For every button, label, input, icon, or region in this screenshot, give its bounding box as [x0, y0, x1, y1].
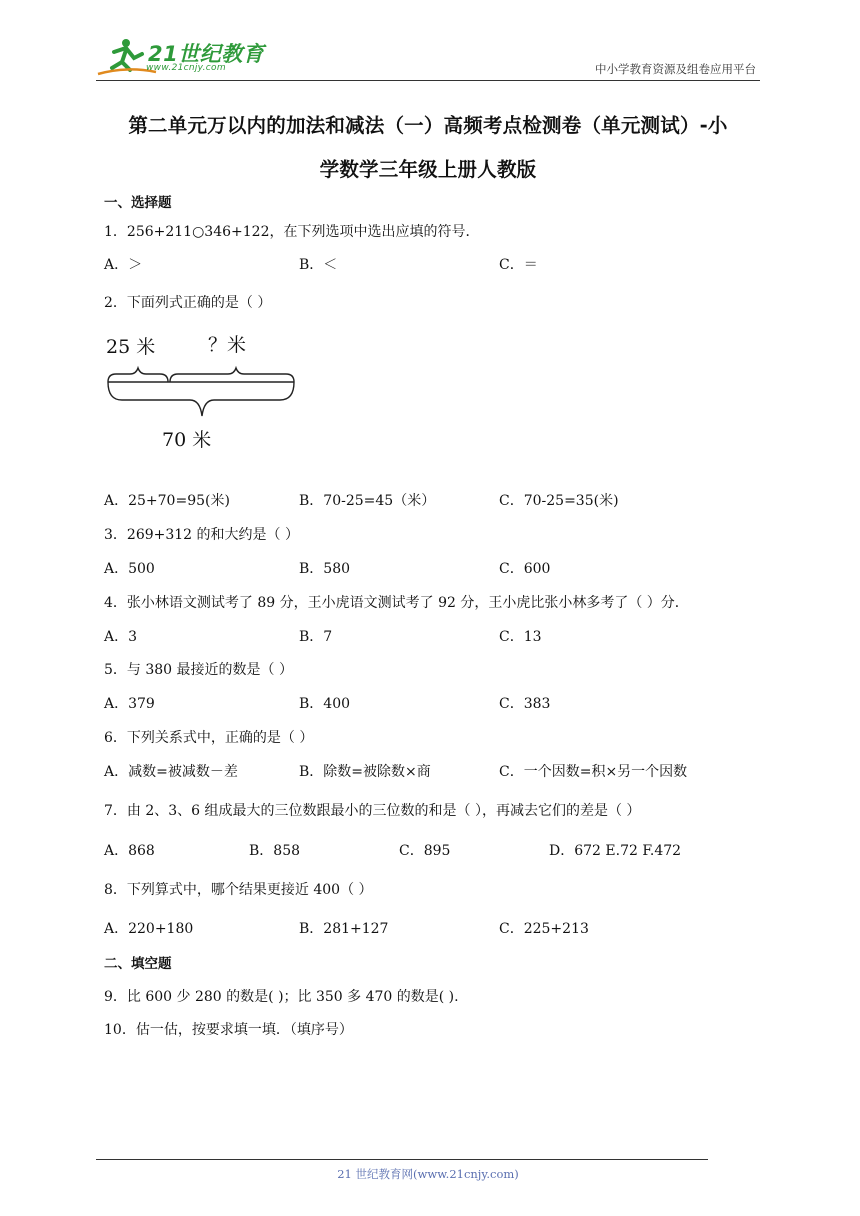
- q7-option-a: A．868: [104, 843, 155, 859]
- question-4: 4．张小林语文测试考了 89 分，王小虎语文测试考了 92 分，王小虎比张小林多考了（ ）分．: [104, 595, 689, 611]
- q2-option-a: A．25+70=95(米): [104, 493, 230, 509]
- q6-option-c: C．一个因数=积×另一个因数: [499, 764, 688, 780]
- question-9: 9．比 600 少 280 的数是( )；比 350 多 470 的数是( ).: [104, 989, 459, 1005]
- question-10: 10．估一估，按要求填一填．（填序号）: [104, 1022, 353, 1038]
- question-6: 6．下列关系式中，正确的是（ ）: [104, 730, 314, 746]
- page-title-line-2: 学数学三年级上册人教版: [319, 158, 537, 181]
- header-platform-text: 中小学教育资源及组卷应用平台: [595, 62, 756, 76]
- question-8: 8．下列算式中，哪个结果更接近 400（ ）: [104, 882, 373, 898]
- footer-text: 21 世纪教育网(www.21cnjy.com): [337, 1167, 519, 1181]
- q1-option-a: A．＞: [104, 257, 143, 273]
- q4-option-a: A．3: [104, 629, 138, 645]
- diagram-label-70m: 70 米: [162, 429, 212, 451]
- question-3: 3．269+312 的和大约是（ ）: [104, 527, 299, 543]
- brace-diagram-icon: [104, 360, 304, 430]
- footer-divider: [96, 1159, 708, 1160]
- q7-option-c: C．895: [399, 843, 451, 859]
- logo-url: www.21cnjy.com: [146, 63, 226, 73]
- question-2: 2．下面列式正确的是（ ）: [104, 295, 272, 311]
- q8-option-b: B．281+127: [299, 921, 389, 937]
- logo-brand: 21世纪教育: [148, 42, 265, 66]
- q4-option-c: C．13: [499, 629, 542, 645]
- section-heading-choice: 一、选择题: [104, 195, 172, 211]
- q8-option-a: A．220+180: [104, 921, 194, 937]
- question-1: 1．256+211○346+122，在下列选项中选出应填的符号．: [104, 224, 480, 240]
- segment-diagram: [104, 330, 304, 450]
- q3-option-a: A．500: [104, 561, 155, 577]
- q3-option-b: B．580: [299, 561, 351, 577]
- q5-option-a: A．379: [104, 696, 155, 712]
- question-5: 5．与 380 最接近的数是（ ）: [104, 662, 293, 678]
- question-7: 7．由 2、3、6 组成最大的三位数跟最小的三位数的和是（ ），再减去它们的差是（ ）: [104, 803, 641, 819]
- page-title-line-1: 第二单元万以内的加法和减法（一）高频考点检测卷（单元测试）-小: [128, 114, 728, 137]
- q1-option-c: C．＝: [499, 257, 538, 273]
- q8-option-c: C．225+213: [499, 921, 589, 937]
- q5-option-c: C．383: [499, 696, 551, 712]
- q4-option-b: B．7: [299, 629, 333, 645]
- q1-option-b: B．＜: [299, 257, 338, 273]
- q2-option-b: B．70-25=45（米）: [299, 493, 436, 509]
- q7-option-b: B．858: [249, 843, 301, 859]
- q6-option-b: B．除数=被除数×商: [299, 764, 431, 780]
- header-divider: [96, 80, 760, 81]
- q6-option-a: A．减数=被减数－差: [104, 764, 238, 780]
- diagram-label-unknown: ？米: [208, 334, 247, 356]
- q7-option-d: D．672 E.72 F.472: [549, 843, 682, 859]
- q2-option-c: C．70-25=35(米): [499, 493, 619, 509]
- q3-option-c: C．600: [499, 561, 551, 577]
- diagram-label-25m: 25 米: [106, 336, 156, 358]
- q5-option-b: B．400: [299, 696, 351, 712]
- section-heading-fill: 二、填空题: [104, 956, 172, 972]
